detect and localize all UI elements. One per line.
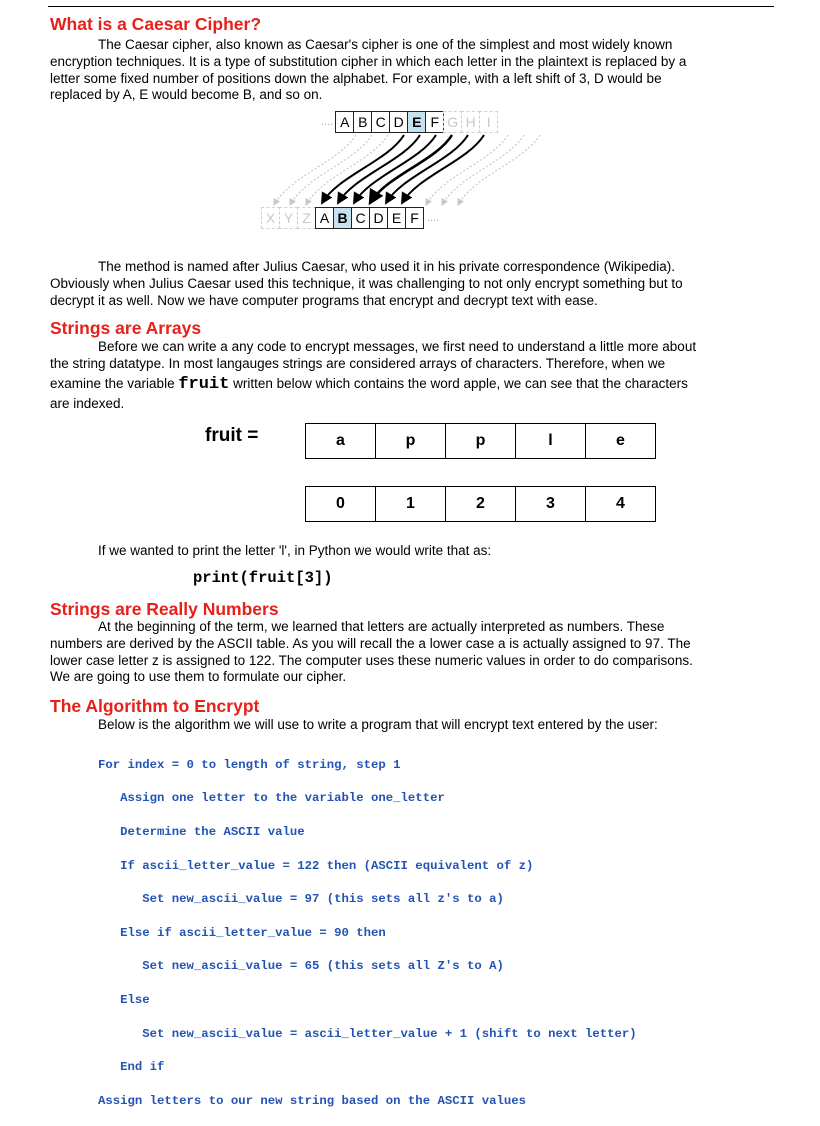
heading-algorithm-to-encrypt: The Algorithm to Encrypt: [50, 696, 260, 716]
text-line: numbers are derived by the ASCII table. As you will recall the a lower case a is actually assigned to 97. The: [50, 635, 691, 651]
letter-cell-faded: Z: [297, 207, 316, 229]
letter-cell-highlighted: B: [333, 207, 352, 229]
letter-cell-faded: X: [261, 207, 280, 229]
text-line: We are going to use them to formulate our cipher.: [50, 669, 347, 685]
letter-cell: F: [405, 207, 424, 229]
letter-cell: C: [351, 207, 370, 229]
index-cell: 4: [585, 486, 656, 522]
index-cell: 3: [515, 486, 586, 522]
caesar-history-paragraph: [50, 259, 770, 309]
code-line: For index = 0 to length of string, step 1: [98, 757, 401, 772]
code-line: Set new_ascii_value = ascii_letter_value + 1 (shift to next letter): [98, 1026, 637, 1041]
variable-name: fruit: [178, 374, 230, 394]
text-line: replaced by A, E would become B, and so on.: [50, 87, 323, 103]
letter-cell: A: [315, 207, 334, 229]
heading-strings-are-numbers: Strings are Really Numbers: [50, 599, 279, 619]
strings-numbers-paragraph: [50, 619, 770, 686]
code-line: Set new_ascii_value = 65 (this sets all Z's to A): [98, 959, 504, 974]
ellipsis: ....: [321, 116, 334, 128]
array-cell: p: [445, 423, 516, 459]
text-line: examine the variable: [50, 375, 179, 391]
text-line: The method is named after Julius Caesar, who used it in his private correspondence (Wikipedia).: [98, 259, 676, 274]
code-line: Else: [98, 992, 150, 1007]
index-cell: 0: [305, 486, 376, 522]
text-line: the string datatype. In most langauges strings are considered arrays of characters. Therefore, when we: [50, 355, 666, 371]
letter-cell: D: [389, 111, 408, 133]
array-cell: e: [585, 423, 656, 459]
text-line: are indexed.: [50, 395, 125, 411]
letter-cell-faded: I: [479, 111, 498, 133]
index-cell: 2: [445, 486, 516, 522]
letter-cell: B: [353, 111, 372, 133]
print-intro: If we wanted to print the letter 'l', in Python we would write that as:: [98, 543, 492, 558]
index-cell: 1: [375, 486, 446, 522]
caesar-intro-paragraph: [50, 37, 770, 104]
letter-cell-faded: Y: [279, 207, 298, 229]
array-label: fruit =: [205, 425, 259, 446]
letter-cell-highlighted: E: [407, 111, 426, 133]
code-line: Assign letters to our new string based on the ASCII values: [98, 1093, 527, 1108]
shift-arrows: [260, 131, 580, 211]
code-line: Else if ascii_letter_value = 90 then: [98, 925, 386, 940]
code-line: End if: [98, 1060, 165, 1075]
text-line: encryption techniques. It is a type of substitution cipher in which each letter in the plaintext is replaced by a: [50, 53, 687, 69]
array-cell: l: [515, 423, 586, 459]
text-line: Obviously when Julius Caesar used this technique, it was challenging to not only encrypt something but to: [50, 275, 683, 291]
print-code-example: print(fruit[3]): [193, 569, 333, 587]
index-array: [306, 486, 656, 522]
letter-cell: F: [425, 111, 444, 133]
code-line: Determine the ASCII value: [98, 824, 305, 839]
code-line: Set new_ascii_value = 97 (this sets all z's to a): [98, 892, 504, 907]
algorithm-intro: Below is the algorithm we will use to write a program that will encrypt text entered by the user:: [98, 717, 658, 732]
array-cell: p: [375, 423, 446, 459]
array-cell: a: [305, 423, 376, 459]
code-line: Assign one letter to the variable one_letter: [98, 791, 445, 806]
heading-strings-are-arrays: Strings are Arrays: [50, 318, 202, 338]
strings-arrays-paragraph: [50, 339, 770, 412]
plain-alphabet-row: [318, 111, 498, 133]
text-line: written below which contains the word apple, we can see that the characters: [229, 375, 688, 391]
heading-caesar-cipher: What is a Caesar Cipher?: [50, 14, 262, 34]
text-line: decrypt it as well. Now we have computer programs that encrypt and decrypt text with ease.: [50, 292, 598, 308]
code-line: If ascii_letter_value = 122 then (ASCII equivalent of z): [98, 858, 534, 873]
letter-cell: C: [371, 111, 390, 133]
letter-cell: D: [369, 207, 388, 229]
letter-cell: E: [387, 207, 406, 229]
text-line: lower case letter z is assigned to 122. The computer uses these numeric values in order to do comparisons.: [50, 652, 693, 668]
cipher-alphabet-row: [262, 207, 442, 229]
ellipsis: ....: [427, 212, 440, 224]
text-line: Before we can write a any code to encrypt messages, we first need to understand a little more about: [98, 339, 697, 354]
text-line: The Caesar cipher, also known as Caesar's cipher is one of the simplest and most widely known: [98, 37, 673, 52]
letter-cell: A: [335, 111, 354, 133]
text-line: letter some fixed number of positions down the alphabet. For example, with a left shift of 3, D would be: [50, 70, 662, 86]
letter-cell-faded: H: [461, 111, 480, 133]
top-rule: [48, 6, 774, 7]
letter-cell-faded: G: [443, 111, 462, 133]
character-array: [306, 423, 656, 459]
text-line: At the beginning of the term, we learned that letters are actually interpreted as numbers. These: [98, 619, 665, 634]
algorithm-pseudocode: [98, 740, 637, 1126]
